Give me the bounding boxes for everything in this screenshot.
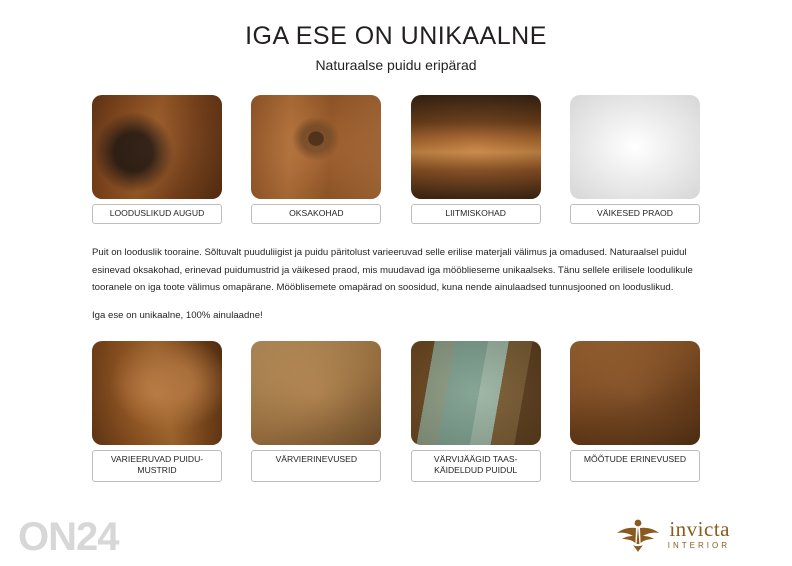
card-joints <box>411 95 541 224</box>
description-paragraph-2: Iga ese on unikaalne, 100% ainulaadne! <box>92 310 263 322</box>
watermark-on24: ON24 <box>18 515 119 559</box>
description-paragraph-1: Puit on looduslik tooraine. Sõltuvalt puuduliigist ja puidu päritolust varieeruvad selle erilise materjali välimus ja omadused. Naturaalsel puidul esinevad oksakohad, erinevad puidumustrid ja väikesed praod, mis muudavad iga mööbliesemе unikaalseks. Tänu sellele erilisele loodulikule tooranele on iga toote välimus omapärane. Mööblisemete omapärad on soosidud, kuna nende ainulaadsed tunnusjooned on looduslikud. <box>92 247 693 294</box>
caption-paint-residue: VÄRVIJÄÄGID TAAS- KÄIDELDUD PUIDUL <box>411 450 541 482</box>
card-dimension-differences <box>570 341 700 482</box>
wood-photo-dimension-differences <box>570 341 700 445</box>
logo-name: invicta <box>669 516 730 541</box>
wood-photo-natural-holes <box>92 95 222 199</box>
wood-photo-paint-residue <box>411 341 541 445</box>
caption-varying-wood-patterns: VARIEERUVAD PUIDU- MUSTRID <box>92 450 222 482</box>
wood-photo-knots <box>251 95 381 199</box>
card-natural-holes <box>92 95 222 224</box>
logo-wordmark <box>667 516 730 550</box>
caption-joints: LIITMISKOHAD <box>411 204 541 224</box>
caption-dimension-differences: MÕÕTUDE ERINEVUSED <box>570 450 700 482</box>
caption-color-differences: VÄRVIERINEVUSED <box>251 450 381 482</box>
card-knots <box>251 95 381 224</box>
logo-subtitle: INTERIOR <box>667 540 730 550</box>
wood-photo-varying-wood-patterns <box>92 341 222 445</box>
top-image-grid <box>0 95 792 224</box>
caption-knots: OKSAKOHAD <box>251 204 381 224</box>
caption-natural-holes: LOODUSLIKUD AUGUD <box>92 204 222 224</box>
card-varying-wood-patterns <box>92 341 222 482</box>
wings-icon <box>616 514 660 554</box>
card-small-cracks <box>570 95 700 224</box>
caption-small-cracks: VÄIKESED PRAOD <box>570 204 700 224</box>
invicta-logo <box>616 514 730 554</box>
card-color-differences <box>251 341 381 482</box>
bottom-image-grid <box>0 341 792 482</box>
page-subtitle: Naturaalse puidu eripärad <box>315 57 477 73</box>
page-title: IGA ESE ON UNIKAALNE <box>245 22 547 50</box>
description-text <box>0 244 792 325</box>
page-header <box>0 0 792 73</box>
wood-photo-small-cracks <box>570 95 700 199</box>
page-footer <box>0 500 792 566</box>
card-paint-residue <box>411 341 541 482</box>
wood-photo-joints <box>411 95 541 199</box>
wood-photo-color-differences <box>251 341 381 445</box>
